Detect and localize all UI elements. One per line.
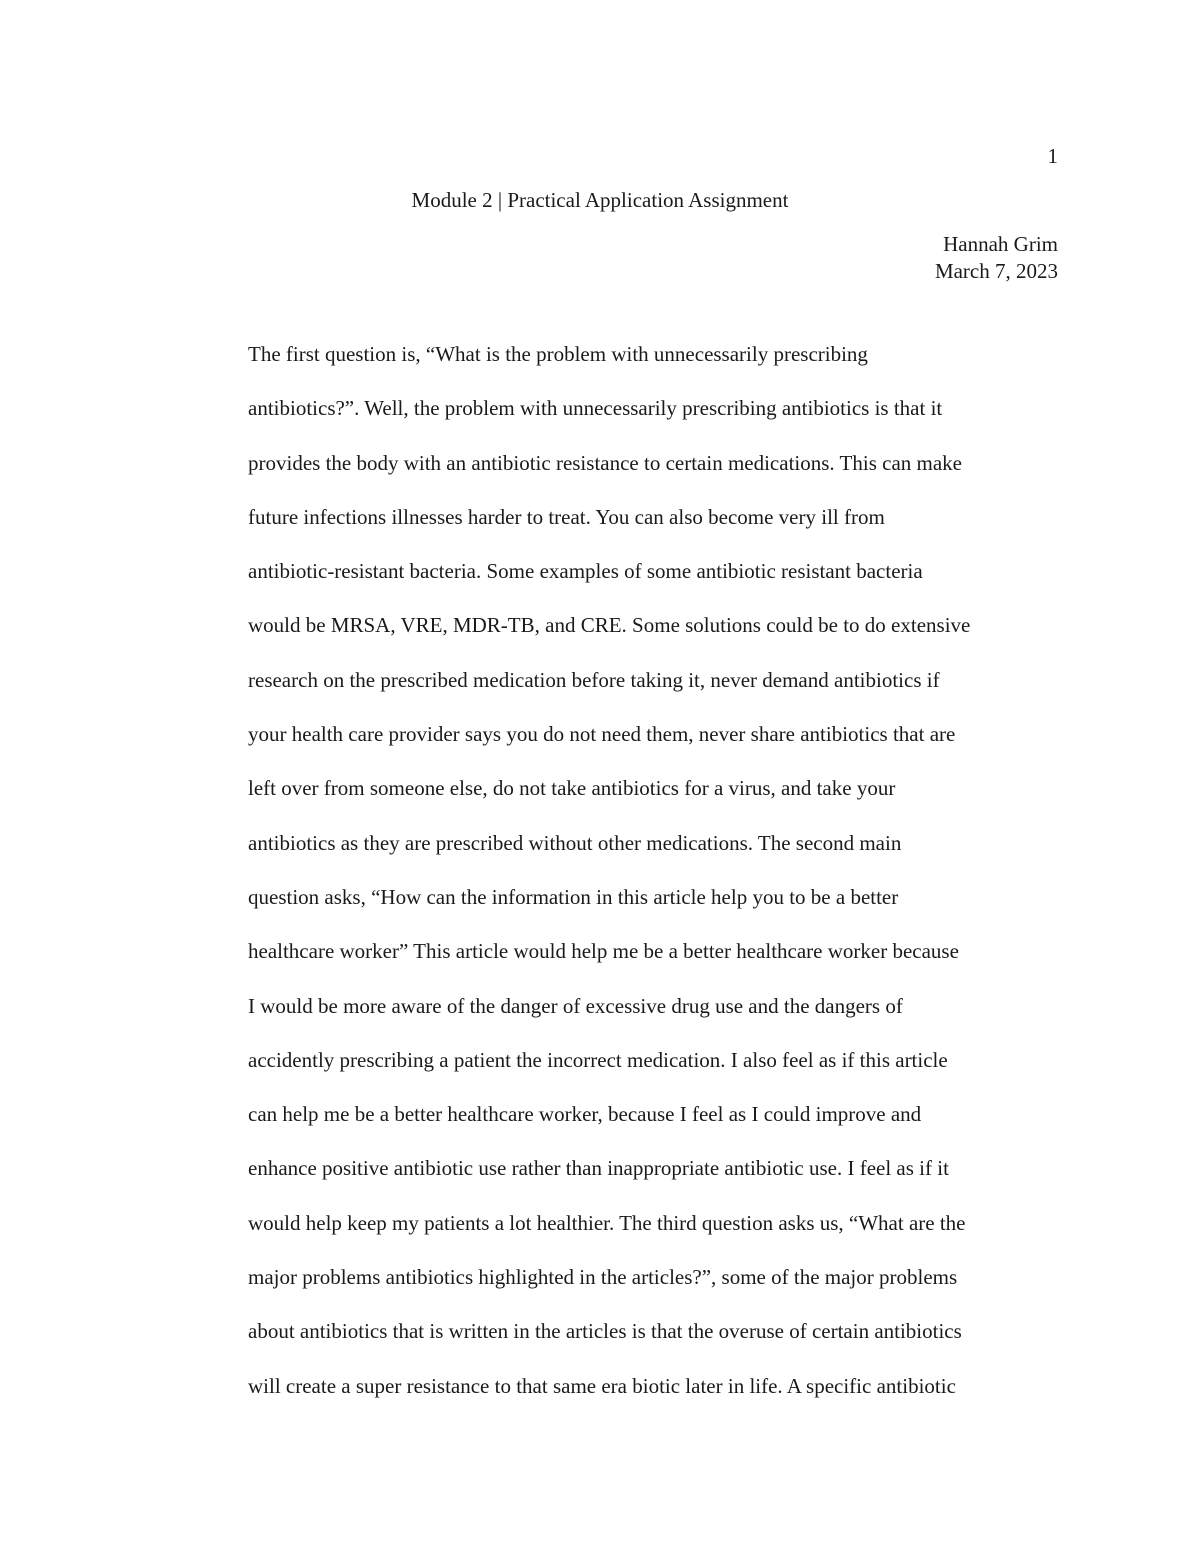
body-text-line: would be MRSA, VRE, MDR-TB, and CRE. Some solutions could be to do extensive: [248, 613, 971, 638]
body-text-line: I would be more aware of the danger of excessive drug use and the dangers of: [248, 993, 903, 1018]
body-paragraph: [248, 340, 1060, 1426]
body-text-line: The first question is, “What is the problem with unnecessarily prescribing: [248, 342, 868, 366]
body-text-line: healthcare worker” This article would help me be a better healthcare worker because: [248, 939, 959, 964]
body-text-line: major problems antibiotics highlighted in the articles?”, some of the major problems: [248, 1265, 958, 1290]
document-date: March 7, 2023: [934, 259, 1058, 283]
body-text-line: research on the prescribed medication before taking it, never demand antibiotics if: [248, 667, 940, 692]
body-text-line: about antibiotics that is written in the articles is that the overuse of certain antibiotics: [248, 1319, 962, 1344]
page-number: 1: [1047, 144, 1058, 168]
body-text-line: can help me be a better healthcare worker, because I feel as I could improve and: [248, 1102, 922, 1127]
author-block: [935, 231, 1058, 285]
body-text-line: left over from someone else, do not take antibiotics for a virus, and take your: [248, 776, 896, 801]
body-text-line: antibiotics?”. Well, the problem with unnecessarily prescribing antibiotics is that it: [248, 396, 943, 421]
author-name: Hannah Grim: [943, 232, 1058, 256]
body-text-line: will create a super resistance to that same era biotic later in life. A specific antibiotic: [248, 1373, 956, 1398]
body-text-line: accidently prescribing a patient the incorrect medication. I also feel as if this article: [248, 1047, 948, 1072]
document-title: Module 2 | Practical Application Assignment: [411, 188, 789, 212]
body-text-line: antibiotic-resistant bacteria. Some examples of some antibiotic resistant bacteria: [248, 559, 923, 584]
body-text-line: enhance positive antibiotic use rather than inappropriate antibiotic use. I feel as if it: [248, 1156, 949, 1181]
body-text-line: would help keep my patients a lot healthier. The third question asks us, “What are the: [248, 1210, 966, 1235]
body-text-line: future infections illnesses harder to treat. You can also become very ill from: [248, 504, 885, 529]
body-text-line: question asks, “How can the information in this article help you to be a better: [248, 884, 899, 909]
body-text-line: antibiotics as they are prescribed without other medications. The second main: [248, 830, 902, 855]
body-text-line: your health care provider says you do not need them, never share antibiotics that are: [248, 722, 956, 747]
body-text-line: provides the body with an antibiotic resistance to certain medications. This can make: [248, 450, 962, 475]
